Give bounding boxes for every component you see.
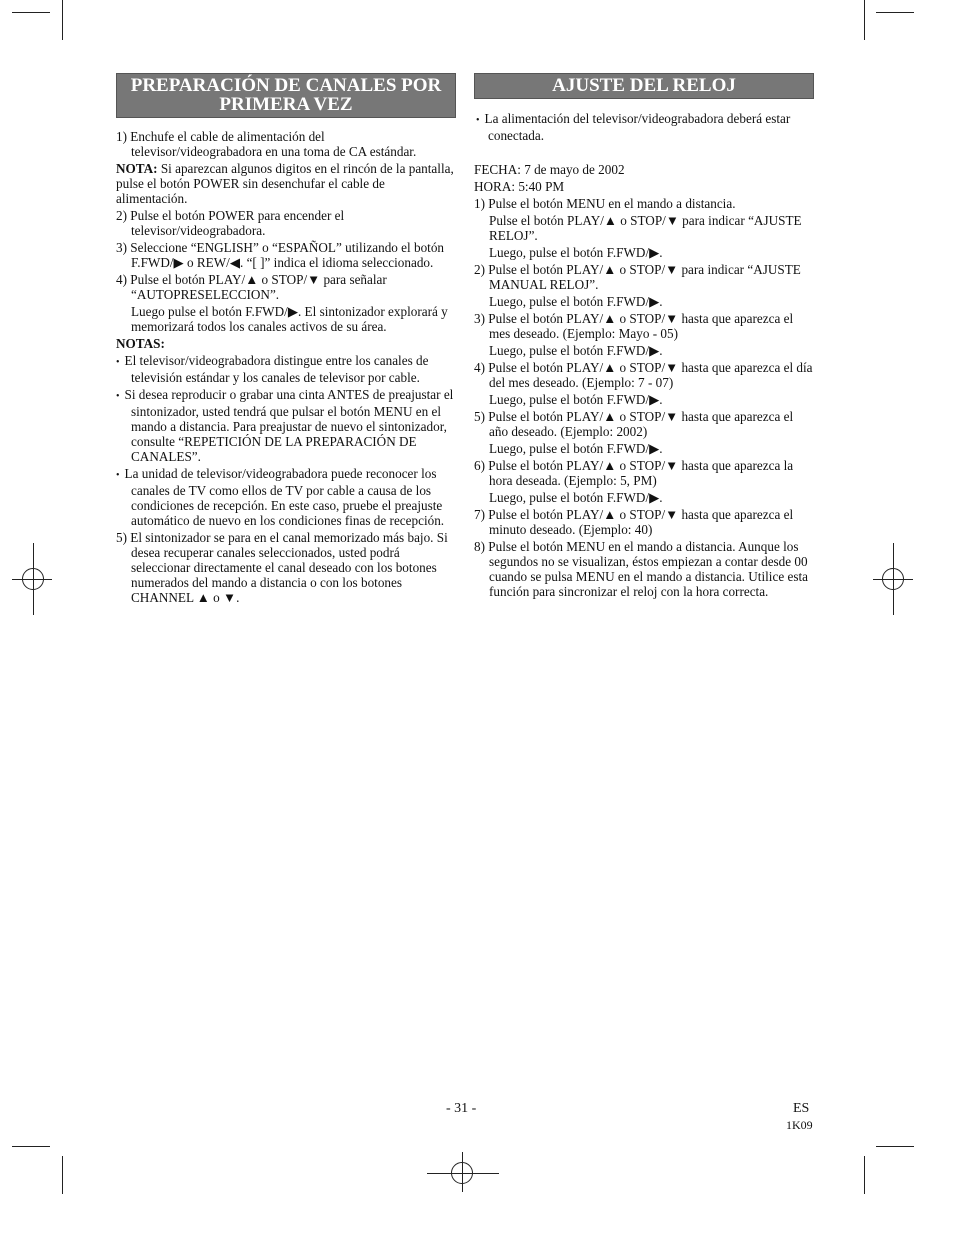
crop-mark	[864, 0, 865, 40]
note-text: Si aparezcan algunos digitos en el rincón de la pantalla, pulse el botón POWER sin desenchufar el cable de alimentación.	[116, 161, 454, 206]
right-column-body	[474, 111, 814, 599]
right-column	[474, 73, 814, 601]
bullet-text: La unidad de televisor/videograbadora puede reconocer los canales de TV como ellos de TV por cable a causa de los condiciones de recepción. En este caso, pruebe el preajuste automático de nuevo en los condiciones finas de recepción.	[124, 466, 445, 528]
crop-mark	[864, 1156, 865, 1194]
section-heading-channel-setup: PREPARACIÓN DE CANALES POR PRIMERA VEZ	[116, 73, 456, 118]
plain-line: FECHA: 7 de mayo de 2002	[474, 162, 625, 177]
step-continuation: Luego, pulse el botón F.FWD/▶.	[489, 392, 663, 407]
step-continuation: Luego, pulse el botón F.FWD/▶.	[489, 294, 663, 309]
note-label: NOTA:	[116, 161, 158, 176]
note-paragraph	[116, 161, 456, 206]
numbered-step: 5) Pulse el botón PLAY/▲ o STOP/▼ hasta que aparezca el año deseado. (Ejemplo: 2002)	[474, 409, 794, 439]
bullet-icon: •	[116, 470, 125, 481]
crop-mark	[876, 12, 914, 13]
language-code: ES	[793, 1101, 810, 1116]
step-continuation: Luego pulse el botón F.FWD/▶. El sintonizador explorará y memorizará todos los canales activos de su área.	[131, 304, 448, 334]
bullet-item	[474, 111, 814, 143]
crop-mark	[12, 12, 50, 13]
crop-mark	[12, 1146, 50, 1147]
bullet-icon: •	[476, 115, 485, 126]
document-code: 1K09	[786, 1118, 813, 1132]
bullet-item	[116, 387, 456, 464]
crop-mark	[876, 1146, 914, 1147]
bullet-icon: •	[116, 357, 125, 368]
numbered-step: 4) Pulse el botón PLAY/▲ o STOP/▼ hasta que aparezca el día del mes deseado. (Ejemplo: 7 - 07)	[474, 360, 813, 390]
step-continuation: Luego, pulse el botón F.FWD/▶.	[489, 343, 663, 358]
plain-line: HORA: 5:40 PM	[474, 179, 565, 194]
numbered-step: 3) Seleccione “ENGLISH” o “ESPAÑOL” utilizando el botón F.FWD/▶ o REW/◀. “[ ]” indica el idioma seleccionado.	[116, 240, 445, 270]
bullet-text: El televisor/videograbadora distingue entre los canales de televisión estándar y los canales de televisor por cable.	[124, 353, 429, 385]
registration-circle	[882, 568, 904, 590]
numbered-step: 4) Pulse el botón PLAY/▲ o STOP/▼ para señalar “AUTOPRESELECCION”.	[116, 272, 387, 302]
numbered-step: 8) Pulse el botón MENU en el mando a distancia. Aunque los segundos no se visualizan, éstos empiezan a contar desde 00 cuando se pulsa MENU en el mando a distancia. Utilice esta función para sincronizar el reloj con la hora correcta.	[474, 539, 808, 599]
numbered-step: 2) Pulse el botón PLAY/▲ o STOP/▼ para indicar “AJUSTE MANUAL RELOJ”.	[474, 262, 801, 292]
numbered-step: 6) Pulse el botón PLAY/▲ o STOP/▼ hasta que aparezca la hora deseada. (Ejemplo: 5, PM)	[474, 458, 794, 488]
registration-circle	[22, 568, 44, 590]
left-column	[116, 73, 456, 607]
numbered-step: 7) Pulse el botón PLAY/▲ o STOP/▼ hasta que aparezca el minuto deseado. (Ejemplo: 40)	[474, 507, 794, 537]
numbered-step: 2) Pulse el botón POWER para encender el televisor/videograbadora.	[116, 208, 345, 238]
numbered-step: 3) Pulse el botón PLAY/▲ o STOP/▼ hasta que aparezca el mes deseado. (Ejemplo: Mayo - 05)	[474, 311, 794, 341]
notes-label: NOTAS:	[116, 336, 165, 351]
page-number: - 31 -	[446, 1101, 477, 1116]
numbered-step: 1) Enchufe el cable de alimentación del televisor/videograbadora en una toma de CA estándar.	[116, 129, 417, 159]
bullet-item	[116, 466, 456, 528]
bullet-icon: •	[116, 391, 125, 402]
bullet-item	[116, 353, 456, 385]
spacer	[474, 145, 814, 162]
step-continuation: Pulse el botón PLAY/▲ o STOP/▼ para indicar “AJUSTE RELOJ”.	[489, 213, 802, 243]
numbered-step: 1) Pulse el botón MENU en el mando a distancia.	[474, 196, 736, 211]
registration-circle	[451, 1162, 473, 1184]
bullet-text: Si desea reproducir o grabar una cinta ANTES de preajustar el sintonizador, usted tendrá que pulsar el botón MENU en el mando a distancia. Para preajustar de nuevo el sintonizador, consulte “REPETICIÓN DE LA PREPARACIÓN DE CANALES”.	[124, 387, 454, 464]
crop-mark	[62, 0, 63, 40]
bullet-text: La alimentación del televisor/videograbadora deberá estar conectada.	[484, 111, 791, 143]
crop-mark	[62, 1156, 63, 1194]
numbered-step: 5) El sintonizador se para en el canal memorizado más bajo. Si desea recuperar canales seleccionados, usted podrá seleccionar directamente el canal deseado con los botones numerados del mando a distancia o con los botones CHANNEL ▲ o ▼.	[116, 530, 448, 605]
step-continuation: Luego, pulse el botón F.FWD/▶.	[489, 490, 663, 505]
step-continuation: Luego, pulse el botón F.FWD/▶.	[489, 441, 663, 456]
section-heading-clock-setup: AJUSTE DEL RELOJ	[474, 73, 814, 99]
left-column-body	[116, 129, 456, 605]
step-continuation: Luego, pulse el botón F.FWD/▶.	[489, 245, 663, 260]
